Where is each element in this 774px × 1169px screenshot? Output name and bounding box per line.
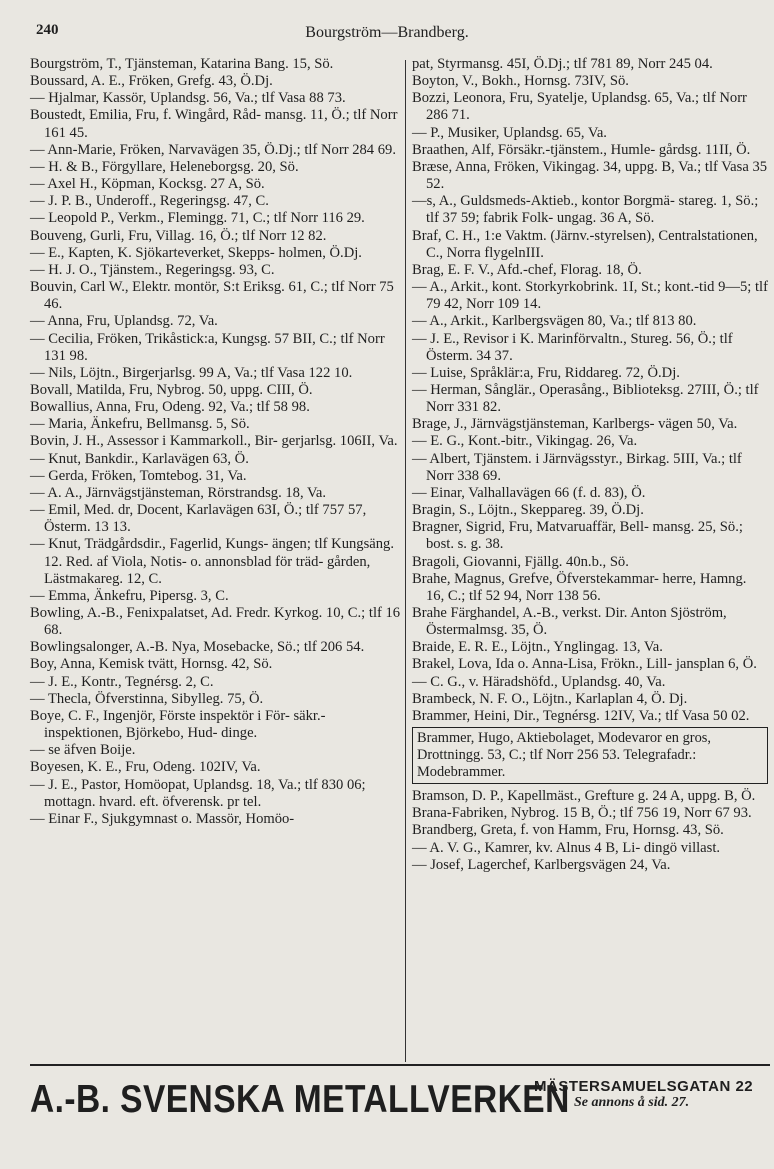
directory-entry: — Thecla, Öfverstinna, Sibylleg. 75, Ö.	[30, 690, 264, 707]
directory-entry: Boy, Anna, Kemisk tvätt, Hornsg. 42, Sö.	[30, 656, 273, 673]
directory-entry: — P., Musiker, Uplandsg. 65, Va.	[412, 124, 607, 141]
directory-entry: — Axel H., Köpman, Kocksg. 27 A, Sö.	[30, 176, 265, 193]
directory-entry: — Albert, Tjänstem. i Järnvägsstyr., Birkag. 5III, Va.; tlf Norr 338 69.	[412, 450, 742, 484]
directory-entry: — Maria, Änkefru, Bellmansg. 5, Sö.	[30, 416, 250, 433]
advertisement	[30, 1070, 770, 1130]
directory-entry: — Anna, Fru, Uplandsg. 72, Va.	[30, 313, 218, 330]
directory-entry: — J. E., Kontr., Tegnérsg. 2, C.	[30, 673, 214, 690]
directory-entry: — Knut, Bankdir., Karlavägen 63, Ö.	[30, 450, 249, 467]
directory-entry: Bourgström, T., Tjänsteman, Katarina Bang. 15, Sö.	[30, 56, 334, 72]
directory-entry: — Einar F., Sjukgymnast o. Massör, Homöo-	[30, 810, 295, 827]
directory-entry: Bowallius, Anna, Fru, Odeng. 92, Va.; tlf 58 98.	[30, 399, 310, 416]
directory-entry: Boyesen, K. E., Fru, Odeng. 102IV, Va.	[30, 759, 261, 776]
directory-entry: Braathen, Alf, Försäkr.-tjänstem., Humle- gårdsg. 11II, Ö.	[412, 141, 751, 158]
directory-entry: Brammer, Heini, Dir., Tegnérsg. 12IV, Va.; tlf Vasa 50 02.	[412, 707, 750, 724]
directory-entry: — Josef, Lagerchef, Karlbergsvägen 24, Va.	[412, 856, 671, 873]
advertiser-details	[534, 1078, 770, 1111]
directory-entry: — E., Kapten, K. Sjökarteverket, Skepps- holmen, Ö.Dj.	[30, 244, 362, 261]
directory-entry: Bovall, Matilda, Fru, Nybrog. 50, uppg. CIII, Ö.	[30, 381, 313, 398]
directory-entry: —s, A., Guldsmeds-Aktieb., kontor Borgmä- stareg. 1, Sö.; tlf 37 59; fabrik Folk- ungag. 36 A, Sö.	[412, 193, 759, 227]
directory-entry: Brambeck, N. F. O., Löjtn., Karlaplan 4, Ö. Dj.	[412, 690, 688, 707]
directory-entry: Brag, E. F. V., Afd.-chef, Florag. 18, Ö.	[412, 261, 642, 278]
directory-entry: Brandberg, Greta, f. von Hamm, Fru, Hornsg. 43, Sö.	[412, 822, 724, 839]
directory-entry: — J. E., Pastor, Homöopat, Uplandsg. 18, Va.; tlf 830 06; mottagn. hvard. eft. öfverensk. pr tel.	[30, 776, 366, 810]
directory-entry: Bowlingsalonger, A.-B. Nya, Mosebacke, Sö.; tlf 206 54.	[30, 639, 365, 656]
directory-entry: Boyton, V., Bokh., Hornsg. 73IV, Sö.	[412, 73, 629, 90]
directory-entry: — Nils, Löjtn., Birgerjarlsg. 99 A, Va.; tlf Vasa 122 10.	[30, 364, 353, 381]
directory-entry: Braf, C. H., 1:e Vaktm. (Järnv.-styrelsen), Centralstationen, C., Norra flygelnIII.	[412, 227, 758, 261]
right-column	[412, 56, 768, 874]
directory-entry: — J. E., Revisor i K. Marinförvaltn., Stureg. 56, Ö.; tlf Österm. 34 37.	[412, 330, 733, 364]
boxed-directory-entry: Brammer, Hugo, Aktiebolaget, Modevaror en gros, Drottningg. 53, C.; tlf Norr 256 53. Telegrafadr.: Modebrammer.	[412, 727, 768, 784]
directory-entry: Bragin, S., Löjtn., Skeppareg. 39, Ö.Dj.	[412, 502, 644, 519]
directory-entry: — Ann-Marie, Fröken, Narvavägen 35, Ö.Dj.; tlf Norr 284 69.	[30, 141, 396, 158]
directory-entry: — Luise, Språklär:a, Fru, Riddareg. 72, Ö.Dj.	[412, 364, 680, 381]
directory-entry: — se äfven Boije.	[30, 742, 136, 759]
directory-entry: — C. G., v. Häradshöfd., Uplandsg. 40, Va.	[412, 673, 666, 690]
directory-entry: Brahe, Magnus, Grefve, Öfverstekammar- herre, Hamng. 16, C.; tlf 52 94, Norr 138 56.	[412, 570, 747, 604]
directory-entry: — Knut, Trädgårdsdir., Fagerlid, Kungs- ängen; tlf Kungsäng. 12. Red. af Viola, Notis- o. annonsblad för träd- gården, Lästmakareg. 12, C.	[30, 536, 395, 587]
directory-entry: — Cecilia, Fröken, Trikåstick:a, Kungsg. 57 BII, C.; tlf Norr 131 98.	[30, 330, 385, 364]
column-divider	[405, 60, 406, 1062]
directory-entry: Brana-Fabriken, Nybrog. 15 B, Ö.; tlf 756 19, Norr 67 93.	[412, 805, 752, 822]
directory-entry: — Gerda, Fröken, Tomtebog. 31, Va.	[30, 467, 247, 484]
directory-entry: — A. A., Järnvägstjänsteman, Rörstrandsg. 18, Va.	[30, 484, 327, 501]
directory-entry: — A. V. G., Kamrer, kv. Alnus 4 B, Li- dingö villast.	[412, 839, 721, 856]
directory-entry: — Leopold P., Verkm., Flemingg. 71, C.; tlf Norr 116 29.	[30, 210, 365, 227]
directory-entry: Bragoli, Giovanni, Fjällg. 40n.b., Sö.	[412, 553, 629, 570]
directory-entry: Brakel, Lova, Ida o. Anna-Lisa, Frökn., Lill- jansplan 6, Ö.	[412, 656, 757, 673]
left-column	[30, 56, 402, 828]
directory-entry: Bowling, A.-B., Fenixpalatset, Ad. Fredr. Kyrkog. 10, C.; tlf 16 68.	[30, 605, 401, 639]
directory-entry: Bræse, Anna, Fröken, Vikingag. 34, uppg. B, Va.; tlf Vasa 35 52.	[412, 158, 768, 193]
directory-entry: — A., Arkit., kont. Storkyrkobrink. 1I, St.; kont.-tid 9—5; tlf 79 42, Norr 109 14.	[412, 279, 768, 313]
directory-entry: Boustedt, Emilia, Fru, f. Wingård, Råd- mansg. 11, Ö.; tlf Norr 161 45.	[30, 107, 398, 141]
directory-entry: Bozzi, Leonora, Fru, Syatelje, Uplandsg. 65, Va.; tlf Norr 286 71.	[412, 90, 747, 124]
advertiser-name: A.-B. SVENSKA METALLVERKEN	[30, 1078, 570, 1121]
directory-entry: Bragner, Sigrid, Fru, Matvaruaffär, Bell- mansg. 25, Sö.; bost. s. g. 38.	[412, 519, 743, 553]
directory-entry: Bovin, J. H., Assessor i Kammarkoll., Bir- gerjarlsg. 106II, Va.	[30, 433, 398, 450]
advertiser-address: MÄSTERSAMUELSGATAN 22	[534, 1078, 754, 1095]
directory-entry: Boussard, A. E., Fröken, Grefg. 43, Ö.Dj.	[30, 73, 273, 90]
page-number: 240	[36, 22, 59, 38]
directory-entry: Brage, J., Järnvägstjänsteman, Karlbergs- vägen 50, Va.	[412, 416, 738, 433]
directory-entry: Braide, E. R. E., Löjtn., Ynglingag. 13, Va.	[412, 639, 663, 656]
directory-entry: Bramson, D. P., Kapellmäst., Grefture g. 24 A, uppg. B, Ö.	[412, 788, 756, 805]
directory-entry: — E. G., Kont.-bitr., Vikingag. 26, Va.	[412, 433, 638, 450]
directory-entry: Boye, C. F., Ingenjör, Förste inspektör i För- säkr.-inspektionen, Björkebo, Hud- dinge.	[30, 707, 326, 742]
directory-entry: — H. & B., Förgyllare, Heleneborgsg. 20, Sö.	[30, 158, 299, 175]
directory-entry: Brahe Färghandel, A.-B., verkst. Dir. Anton Sjöström, Östermalmsg. 35, Ö.	[412, 605, 727, 639]
running-header: Bourgström—Brandberg.	[305, 24, 469, 41]
directory-entry: Bouvin, Carl W., Elektr. montör, S:t Eriksg. 61, C.; tlf Norr 75 46.	[30, 279, 394, 313]
directory-entry: — A., Arkit., Karlbergsvägen 80, Va.; tlf 813 80.	[412, 313, 697, 330]
directory-entry: — Hjalmar, Kassör, Uplandsg. 56, Va.; tlf Vasa 88 73.	[30, 90, 346, 107]
directory-entry: Bouveng, Gurli, Fru, Villag. 16, Ö.; tlf Norr 12 82.	[30, 227, 327, 244]
directory-entry: — H. J. O., Tjänstem., Regeringsg. 93, C.	[30, 261, 275, 278]
directory-entry: — J. P. B., Underoff., Regeringsg. 47, C.	[30, 193, 269, 210]
footer-rule	[30, 1064, 770, 1066]
directory-entry: — Einar, Valhallavägen 66 (f. d. 83), Ö.	[412, 484, 646, 501]
directory-entry: pat, Styrmansg. 45I, Ö.Dj.; tlf 781 89, Norr 245 04.	[412, 56, 713, 72]
directory-entry: — Emil, Med. dr, Docent, Karlavägen 63I, Ö.; tlf 757 57, Österm. 13 13.	[30, 502, 367, 536]
advertiser-reference: Se annons å sid. 27.	[574, 1095, 690, 1110]
directory-entry: — Herman, Sånglär., Operasång., Biblioteksg. 27III, Ö.; tlf Norr 331 82.	[412, 381, 759, 416]
directory-entry: — Emma, Änkefru, Pipersg. 3, C.	[30, 587, 229, 604]
